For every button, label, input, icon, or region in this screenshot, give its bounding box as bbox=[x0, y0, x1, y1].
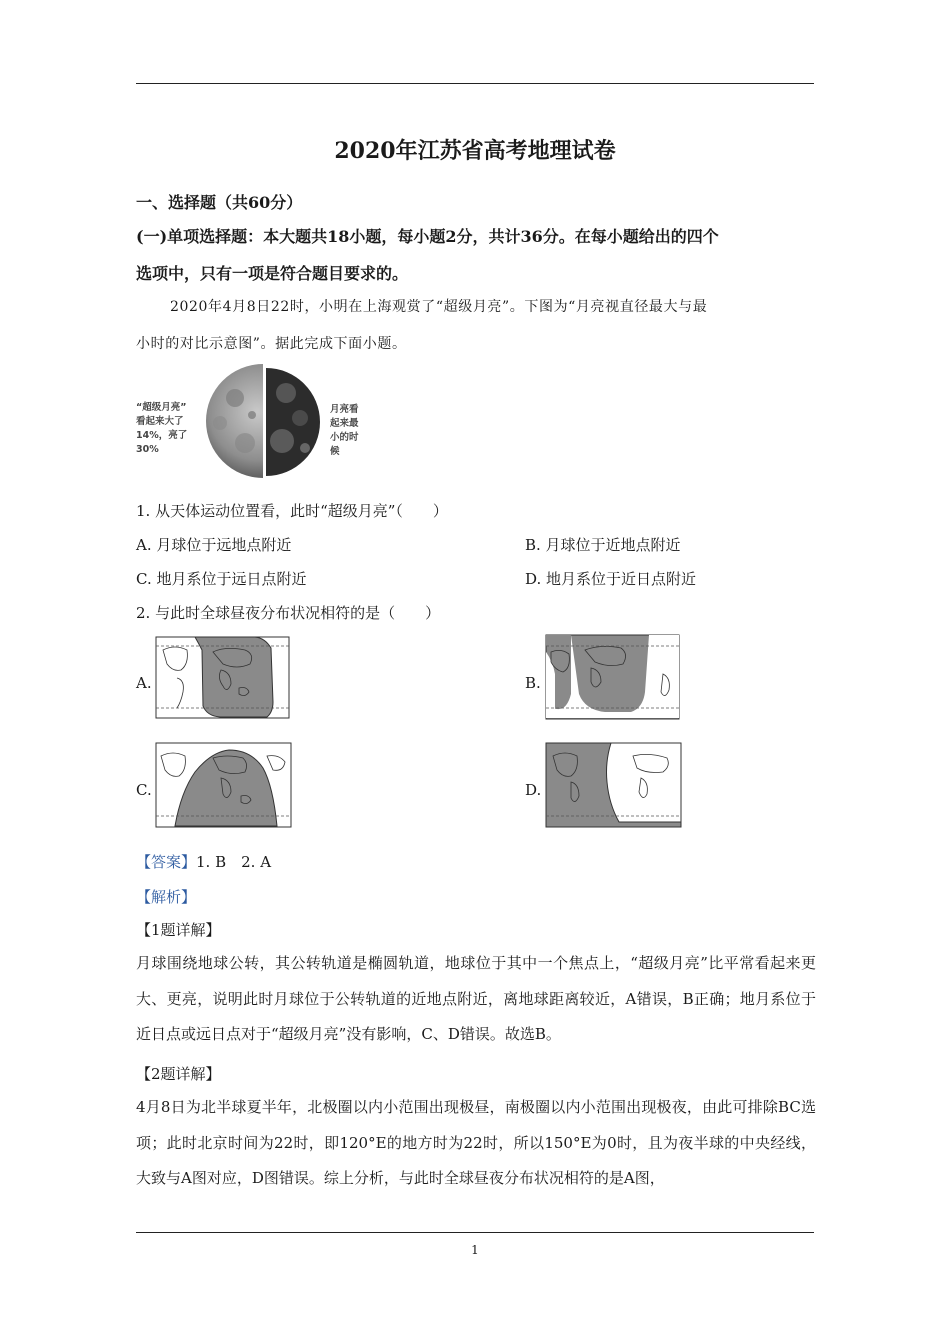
intro-line-2: 小时的对比示意图”。据此完成下面小题。 bbox=[136, 336, 407, 352]
page-number: 1 bbox=[471, 1243, 479, 1257]
q1-option-d: D. 地月系位于近日点附近 bbox=[525, 570, 697, 588]
q1-option-b: B. 月球位于近地点附近 bbox=[525, 536, 681, 554]
intro-line-1: 2020年4月8日22时，小明在上海观赏了“超级月亮”。下图为“月亮视直径最大与最 bbox=[170, 299, 708, 315]
detail-2-heading: 【2题详解】 bbox=[136, 1065, 221, 1083]
q2-option-a: A. bbox=[136, 674, 152, 692]
q2-option-b: B. bbox=[525, 674, 541, 692]
detail-1-text: 月球围绕地球公转，其公转轨道是椭圆轨道，地球位于其中一个焦点上，“超级月亮”比平常看起来更大、更亮，说明此时月球位于公转轨道的近地点附近，离地球距离较近，A错误，B正确；地月系位于近日点或远日点对于“超级月亮”没有影响，C、D错误。故选B。 bbox=[136, 954, 816, 1043]
q1-option-c: C. 地月系位于远日点附近 bbox=[136, 570, 307, 588]
header-rule bbox=[136, 83, 814, 84]
moon-image bbox=[190, 363, 340, 483]
world-map-d bbox=[545, 742, 682, 828]
footer-rule bbox=[136, 1232, 814, 1233]
smallest-moon-label: 月亮看 起来最 小的时 候 bbox=[330, 404, 359, 457]
world-map-a bbox=[155, 636, 290, 720]
question-2-stem: 2. 与此时全球昼夜分布状况相符的是（ ） bbox=[136, 604, 441, 622]
instruction-line-2: 选项中，只有一项是符合题目要求的。 bbox=[136, 264, 409, 283]
q1-option-a: A. 月球位于远地点附近 bbox=[136, 536, 292, 554]
supermoon-label: “超级月亮” 看起来大了 14%，亮了 30% bbox=[136, 402, 188, 455]
instruction-line-1: (一)单项选择题：本大题共18小题，每小题2分，共计36分。在每小题给出的四个 bbox=[136, 227, 719, 246]
q2-option-c: C. bbox=[136, 781, 152, 799]
detail-2-text: 4月8日为北半球夏半年，北极圈以内小范围出现极昼，南极圈以内小范围出现极夜，由此可排除BC选项；此时北京时间为22时，即120°E的地方时为22时，所以150°E为0时，且为夜半球的中央经线，大致与A图对应，D图错误。综上分析，与此时全球昼夜分布状况相符的是A图， bbox=[136, 1098, 816, 1187]
answer-tag: 【答案】 bbox=[136, 853, 197, 871]
world-map-b bbox=[545, 634, 680, 720]
analysis-tag: 【解析】 bbox=[136, 888, 197, 906]
section-heading: 一、选择题（共60分） bbox=[136, 193, 303, 212]
q2-option-d: D. bbox=[525, 781, 542, 799]
question-1-stem: 1. 从天体运动位置看，此时“超级月亮”（ ） bbox=[136, 502, 448, 520]
answer-line bbox=[136, 851, 271, 872]
page-title: 2020年江苏省高考地理试卷 bbox=[334, 138, 616, 164]
detail-1-heading: 【1题详解】 bbox=[136, 921, 221, 939]
world-map-c bbox=[155, 742, 292, 828]
answer-text: 1. B 2. A bbox=[196, 853, 272, 871]
